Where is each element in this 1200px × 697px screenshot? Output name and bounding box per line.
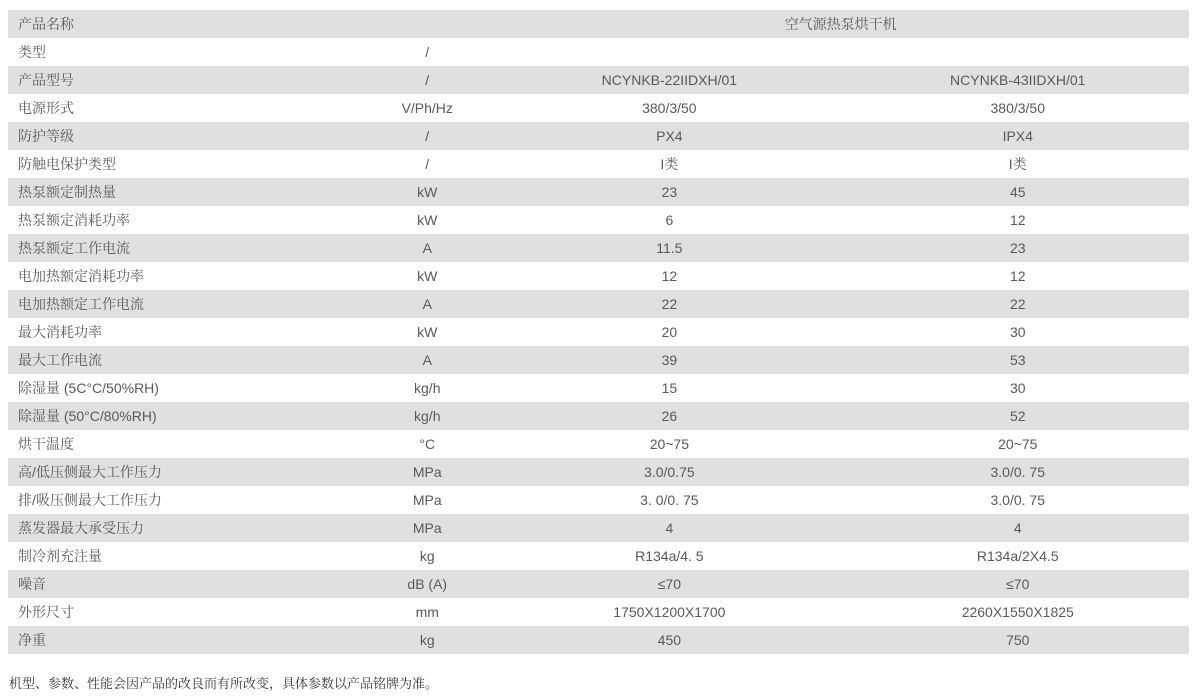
param-value-model1-cell: 6 xyxy=(665,212,674,228)
param-unit-cell: MPa xyxy=(412,520,442,536)
param-unit-cell: V/Ph/Hz xyxy=(401,100,453,116)
param-value-model1-cell: I类 xyxy=(660,156,679,172)
param-value-model1-cell xyxy=(492,38,846,66)
param-label-cell: 热泵额定消耗功率 xyxy=(18,212,130,228)
param-value-model1-cell: 450 xyxy=(657,632,682,648)
param-value-model1-cell: R134a/4. 5 xyxy=(635,548,704,564)
param-label-cell: 制冷剂充注量 xyxy=(18,548,102,564)
param-label-cell: 排/吸压侧最大工作压力 xyxy=(18,492,162,508)
param-label-cell: 热泵额定工作电流 xyxy=(18,240,130,256)
spec-row-12 xyxy=(8,346,1189,374)
param-unit-cell: kW xyxy=(417,324,438,340)
spec-row-16 xyxy=(8,458,1189,486)
spec-row-6 xyxy=(8,178,1189,206)
param-unit-cell: mm xyxy=(415,604,439,620)
param-unit-cell: kW xyxy=(417,268,438,284)
param-unit-cell: kg xyxy=(419,632,435,648)
param-value-model1-cell: 20 xyxy=(661,324,678,340)
param-label-cell: 电加热额定消耗功率 xyxy=(18,268,144,284)
param-value-model2-cell: 3.0/0. 75 xyxy=(990,492,1045,508)
spec-row-9 xyxy=(8,262,1189,290)
param-label-cell: 产品型号 xyxy=(18,72,74,88)
spec-row-11 xyxy=(8,318,1189,346)
param-value-model2-cell: R134a/2X4.5 xyxy=(976,548,1059,564)
param-value-model2-cell: 23 xyxy=(1009,240,1026,256)
spec-row-3 xyxy=(8,94,1189,122)
spec-row-4 xyxy=(8,122,1189,150)
product-spec-table xyxy=(8,10,1189,654)
spec-row-22 xyxy=(8,626,1189,654)
param-value-model2-cell: 30 xyxy=(1009,324,1026,340)
param-value-model2-cell: 45 xyxy=(1009,184,1026,200)
param-unit-cell: MPa xyxy=(412,492,442,508)
param-value-model1-cell: 380/3/50 xyxy=(642,100,697,116)
param-value-model1-cell: 11.5 xyxy=(656,240,683,256)
param-value-model2-cell: 30 xyxy=(1009,380,1026,396)
param-value-model1-cell: 3. 0/0. 75 xyxy=(640,492,699,508)
param-value-model2-cell: 12 xyxy=(1009,212,1026,228)
param-value-model1-cell: 26 xyxy=(661,408,678,424)
param-value-model1-cell: 1750X1200X1700 xyxy=(613,604,726,620)
param-value-model2-cell: IPX4 xyxy=(1002,128,1033,144)
param-label-cell: 防触电保护类型 xyxy=(18,156,116,172)
param-unit-cell: A xyxy=(422,240,432,256)
param-value-model1-cell: 15 xyxy=(661,380,678,396)
spec-row-7 xyxy=(8,206,1189,234)
spec-row-2 xyxy=(8,66,1189,94)
spec-row-8 xyxy=(8,234,1189,262)
param-value-model1-cell: NCYNKB-22IIDXH/01 xyxy=(601,72,738,88)
spec-row-14 xyxy=(8,402,1189,430)
param-value-span-cell: 空气源热泵烘干机 xyxy=(784,16,897,32)
param-label-cell: 外形尺寸 xyxy=(18,604,74,620)
param-value-model1-cell: 39 xyxy=(661,352,678,368)
param-value-model2-cell: 4 xyxy=(1013,520,1022,536)
param-unit-cell: A xyxy=(422,296,432,312)
param-value-model2-cell: 52 xyxy=(1009,408,1026,424)
param-value-model1-cell: 23 xyxy=(661,184,678,200)
param-value-model1-cell: PX4 xyxy=(656,128,683,144)
spec-row-10 xyxy=(8,290,1189,318)
param-label-cell: 除湿量 (5C°C/50%RH) xyxy=(18,380,159,396)
param-label-cell: 防护等级 xyxy=(18,128,74,144)
param-value-model1-cell: 20~75 xyxy=(649,436,690,452)
param-value-model2-cell: 3.0/0. 75 xyxy=(990,464,1045,480)
param-label-cell: 净重 xyxy=(18,632,46,648)
param-unit-cell: / xyxy=(425,156,430,172)
param-label-cell: 热泵额定制热量 xyxy=(18,184,116,200)
spec-row-17 xyxy=(8,486,1189,514)
spec-row-20 xyxy=(8,570,1189,598)
param-unit-cell: / xyxy=(425,72,430,88)
param-value-model1-cell: 4 xyxy=(665,520,674,536)
param-label-cell: 最大工作电流 xyxy=(18,352,102,368)
spec-row-19 xyxy=(8,542,1189,570)
param-value-model2-cell: I类 xyxy=(1008,156,1027,172)
param-value-model1-cell: 12 xyxy=(661,268,678,284)
param-value-model2-cell: 380/3/50 xyxy=(990,100,1045,116)
param-label-cell: 电加热额定工作电流 xyxy=(18,296,144,312)
param-unit-cell: dB (A) xyxy=(407,576,448,592)
param-unit-cell: MPa xyxy=(412,464,442,480)
param-value-model1-cell: 22 xyxy=(661,296,678,312)
param-value-model2-cell: 12 xyxy=(1009,268,1026,284)
param-unit-cell: / xyxy=(425,128,430,144)
param-value-model2-cell: 750 xyxy=(1006,632,1030,648)
spec-row-18 xyxy=(8,514,1189,542)
param-value-model2-cell xyxy=(847,38,1190,66)
disclaimer-note: 机型、参数、性能会因产品的改良而有所改变，具体参数以产品铭牌为准。 xyxy=(9,676,439,691)
spec-table-body xyxy=(8,10,1189,654)
param-label-cell: 产品名称 xyxy=(18,16,74,32)
param-value-model2-cell: 2260X1550X1825 xyxy=(961,604,1074,620)
param-unit-cell: kg xyxy=(419,548,435,564)
param-label-cell: 除湿量 (50°C/80%RH) xyxy=(18,408,157,424)
param-unit-cell: A xyxy=(422,352,432,368)
param-label-cell: 噪音 xyxy=(18,576,46,592)
param-unit-cell: kW xyxy=(417,212,438,228)
param-value-model2-cell: 53 xyxy=(1009,352,1026,368)
spec-row-0 xyxy=(8,10,1189,38)
param-label-cell: 烘干温度 xyxy=(18,436,74,452)
param-value-model2-cell: NCYNKB-43IIDXH/01 xyxy=(950,72,1086,88)
param-value-model1-cell: 3.0/0.75 xyxy=(644,464,695,480)
param-value-model2-cell: ≤70 xyxy=(1006,576,1030,592)
param-value-model2-cell: 22 xyxy=(1009,296,1026,312)
param-label-cell: 蒸发器最大承受压力 xyxy=(18,520,144,536)
param-unit-cell: / xyxy=(425,44,430,60)
spec-row-13 xyxy=(8,374,1189,402)
spec-row-21 xyxy=(8,598,1189,626)
spec-row-5 xyxy=(8,150,1189,178)
param-label-cell: 最大消耗功率 xyxy=(18,324,102,340)
param-unit-cell: kg/h xyxy=(414,380,441,396)
param-label-cell: 电源形式 xyxy=(18,100,74,116)
param-unit-cell: °C xyxy=(419,436,436,452)
param-unit-cell xyxy=(362,10,492,38)
param-label-cell: 类型 xyxy=(18,44,46,60)
spec-row-1 xyxy=(8,38,1189,66)
param-unit-cell: kg/h xyxy=(414,408,441,424)
param-unit-cell: kW xyxy=(417,184,438,200)
param-label-cell: 高/低压侧最大工作压力 xyxy=(18,464,162,480)
spec-row-15 xyxy=(8,430,1189,458)
param-value-model1-cell: ≤70 xyxy=(657,576,681,592)
param-value-model2-cell: 20~75 xyxy=(998,436,1038,452)
